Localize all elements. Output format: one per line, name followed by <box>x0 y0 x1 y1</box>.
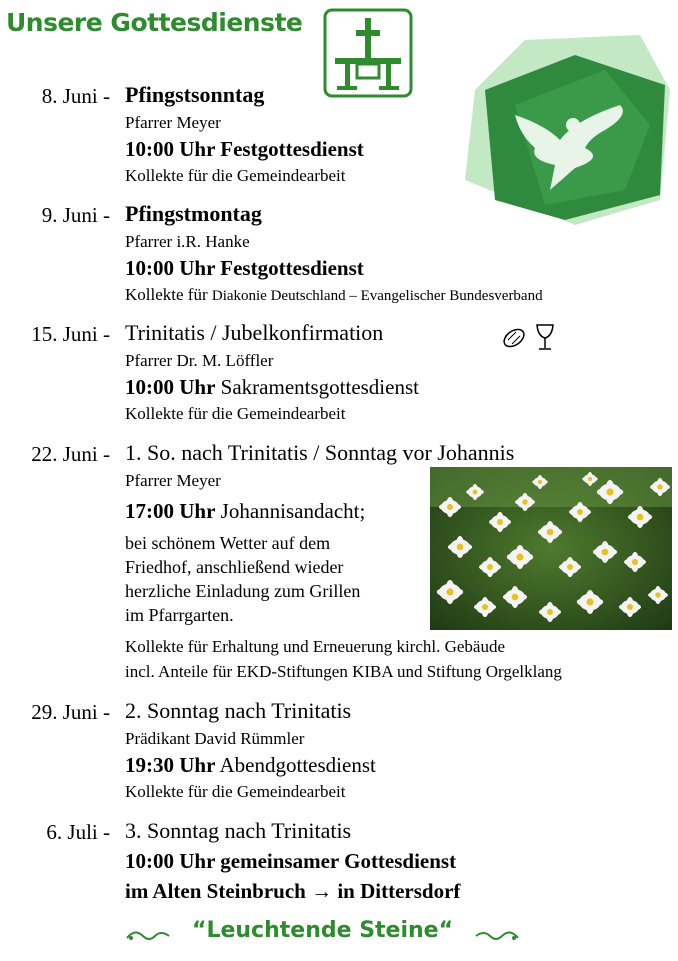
service-time: 10:00 Uhr <box>125 256 216 280</box>
ornament-left-icon <box>125 926 175 946</box>
ornament-right-icon <box>470 926 520 946</box>
service-pastor: Pfarrer Meyer <box>125 113 221 132</box>
service-collection: Kollekte für die Gemeindearbeit <box>125 782 346 801</box>
service-line: im Alten Steinbruch → in Dittersdorf <box>125 879 461 903</box>
service-time-event <box>125 499 365 524</box>
motto: “Leuchtende Steine“ <box>192 918 454 943</box>
service-note-line: bei schönem Wetter auf dem <box>125 533 331 553</box>
service-name: Pfingstsonntag <box>125 82 265 107</box>
service-date: 29. Juni - <box>31 700 110 724</box>
service-name: Pfingstmontag <box>125 201 262 226</box>
service-collection: incl. Anteile für EKD-Stiftungen KIBA und Stiftung Orgelklang <box>125 662 562 681</box>
service-date: 15. Juni - <box>31 322 110 346</box>
service-pastor: Pfarrer Meyer <box>125 471 221 490</box>
service-pastor: Pfarrer i.R. Hanke <box>125 232 250 251</box>
service-event: Johannisandacht; <box>220 499 366 523</box>
service-collection: Kollekte für Diakonie Deutschland – Evangelischer Bundesverband <box>125 285 543 304</box>
service-collection: Kollekte für Erhaltung und Erneuerung kirchl. Gebäude <box>125 637 506 656</box>
bread-and-chalice-icon <box>500 322 558 352</box>
service-name: 3. Sonntag nach Trinitatis <box>125 818 352 843</box>
service-date: 9. Juni - <box>41 203 110 227</box>
service-collection: Kollekte für die Gemeindearbeit <box>125 166 346 185</box>
daisies-photo <box>430 467 672 630</box>
service-time: 10:00 Uhr <box>125 137 216 161</box>
service-date: 22. Juni - <box>31 442 110 466</box>
service-event: Festgottesdienst <box>220 137 364 161</box>
service-line: 10:00 Uhr gemeinsamer Gottesdienst <box>125 849 457 873</box>
service-time-event <box>125 137 364 162</box>
service-note-line: im Pfarrgarten. <box>125 605 234 625</box>
page-title: Unsere Gottesdienste <box>6 8 303 37</box>
service-event: Sakramentsgottesdienst <box>220 375 419 399</box>
service-time-event <box>125 256 364 281</box>
service-event: Festgottesdienst <box>220 256 364 280</box>
service-note-line: herzliche Einladung zum Grillen <box>125 581 361 601</box>
service-note-line: Friedhof, anschließend wieder <box>125 557 344 577</box>
service-time-event <box>125 375 419 400</box>
service-date: 6. Juli - <box>46 820 110 844</box>
service-collection: Kollekte für die Gemeindearbeit <box>125 404 346 423</box>
service-time: 10:00 Uhr <box>125 375 216 399</box>
service-date: 8. Juni - <box>41 84 110 108</box>
cross-altar-icon <box>323 8 413 98</box>
service-name: 2. Sonntag nach Trinitatis <box>125 698 352 723</box>
service-time: 19:30 Uhr <box>125 753 216 777</box>
service-time: 17:00 Uhr <box>125 499 216 523</box>
service-name: 1. So. nach Trinitatis / Sonntag vor Johannis <box>125 440 515 465</box>
dove-icon <box>455 30 677 230</box>
service-pastor: Pfarrer Dr. M. Löffler <box>125 351 274 370</box>
service-pastor: Prädikant David Rümmler <box>125 729 305 748</box>
service-event: Abendgottesdienst <box>219 753 376 777</box>
service-time-event <box>125 753 376 778</box>
service-name: Trinitatis / Jubelkonfirmation <box>125 320 384 345</box>
